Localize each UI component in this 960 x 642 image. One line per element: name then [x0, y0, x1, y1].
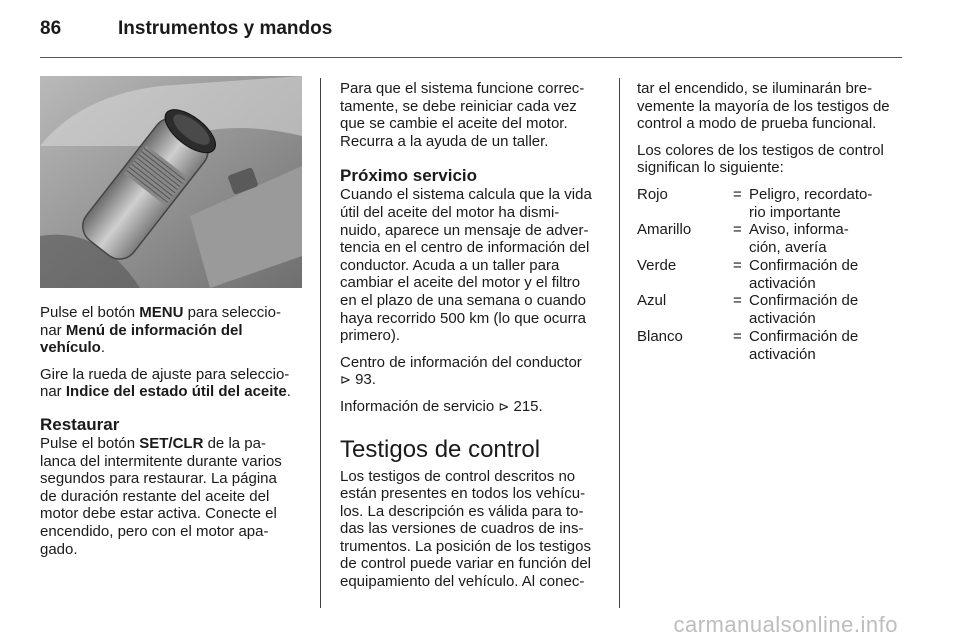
- color-name: Azul: [637, 292, 667, 310]
- table-row: Blanco = Confirmación de activación: [637, 328, 903, 364]
- color-name: Verde: [637, 256, 677, 274]
- header-rule: [40, 57, 902, 58]
- watermark: carmanualsonline.info: [673, 612, 898, 637]
- color-meaning-table: [637, 186, 903, 364]
- reference-service-info: Información de servicio ⊳ 215.: [340, 397, 543, 415]
- paragraph-ignition-test: tar el encendido, se iluminarán bre- vemente la mayoría de los testigos de control a modo de prueba funcional.: [637, 80, 890, 133]
- color-meaning: Aviso, informa- ción, avería: [749, 221, 849, 257]
- column-3: [637, 80, 903, 363]
- table-row: Rojo = Peligro, recordato- rio importante: [637, 186, 903, 222]
- color-meaning: Confirmación de activación: [749, 256, 859, 292]
- page-reference-icon: ⊳: [498, 398, 510, 414]
- table-row: Azul = Confirmación de activación: [637, 292, 903, 328]
- lever-illustration: [40, 76, 302, 288]
- page-reference-icon: ⊳: [340, 372, 351, 388]
- heading-proximo-servicio: Próximo servicio: [340, 166, 478, 186]
- paragraph-colors-intro: Los colores de los testigos de control significan lo siguiente:: [637, 141, 884, 177]
- page-number: 86: [40, 18, 62, 39]
- paragraph-next-service: Cuando el sistema calcula que la vida útil del aceite del motor ha dismi- nuido, aparece un mensaje de adver- tencia en el centro de información del conductor. Acuda a un taller para cambiar el aceite del motor y el filtro en el plazo de una semana o cuando haya recorrido 500 km (lo que ocurra primero).: [340, 186, 592, 345]
- paragraph-wheel: Gire la rueda de ajuste para seleccio- nar Indice del estado útil del aceite.: [40, 365, 291, 401]
- column-1: [40, 76, 302, 567]
- paragraph-warning-lights: Los testigos de control descritos no están presentes en todos los vehícu- los. La descripción es válida para to- das las versiones de cuadros de ins- trumentos. La posición de los testigos de control puede variar en función del equipamiento del vehículo. Al conec-: [340, 467, 592, 591]
- reference-driver-info-center: Centro de información del conductor ⊳ 93.: [340, 353, 582, 389]
- table-row: Amarillo = Aviso, informa- ción, avería: [637, 221, 903, 257]
- color-name: Amarillo: [637, 221, 692, 239]
- page-title: Instrumentos y mandos: [118, 18, 333, 39]
- color-name: Rojo: [637, 185, 668, 203]
- table-row: Verde = Confirmación de activación: [637, 257, 903, 293]
- color-meaning: Peligro, recordato- rio importante: [749, 185, 873, 221]
- turn-signal-lever-photo: [40, 76, 302, 288]
- color-meaning: Confirmación de activación: [749, 327, 859, 363]
- paragraph-reset-note: Para que el sistema funcione correc- tamente, se debe reiniciar cada vez que se cambie el aceite del motor. Recurra a la ayuda de un taller.: [340, 80, 585, 150]
- column-2: [340, 80, 604, 600]
- heading-testigos-de-control: Testigos de control: [340, 435, 541, 463]
- paragraph-menu: Pulse el botón MENU para seleccio- nar Menú de información del vehículo.: [40, 304, 281, 357]
- column-divider-1: [320, 78, 321, 608]
- paragraph-reset: Pulse el botón SET/CLR de la pa- lanca del intermitente durante varios segundos para restaurar. La página de duración restante del aceite del motor debe estar activa. Conecte el encendido, pero con el motor apa- gado.: [40, 434, 282, 558]
- column-divider-2: [619, 78, 620, 608]
- heading-restaurar: Restaurar: [40, 414, 120, 434]
- color-name: Blanco: [637, 327, 683, 345]
- color-meaning: Confirmación de activación: [749, 292, 859, 328]
